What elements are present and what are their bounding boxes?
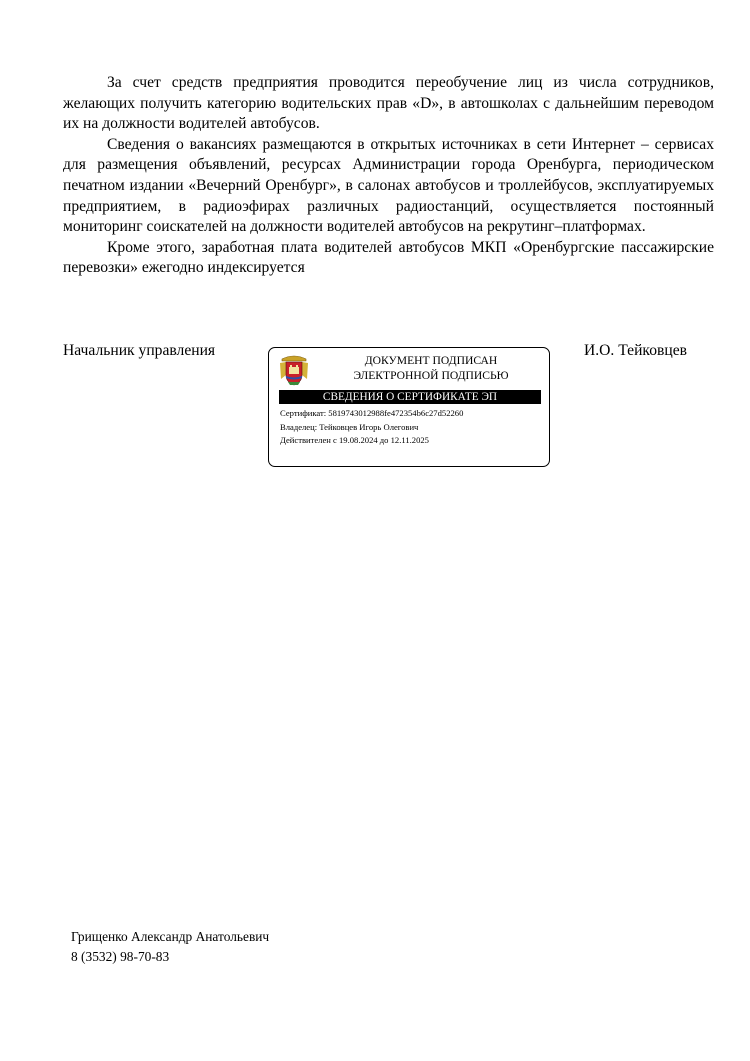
certificate-owner: Владелец: Тейковцев Игорь Олегович bbox=[280, 421, 419, 432]
certificate-serial: Сертификат: 5819743012988fe472354b6c27d52260 bbox=[280, 408, 464, 418]
certificate-info-bar: СВЕДЕНИЯ О СЕРТИФИКАТЕ ЭП bbox=[279, 390, 541, 404]
certificate-details bbox=[280, 407, 463, 448]
signatory-position: Начальник управления bbox=[63, 342, 216, 359]
paragraph-vacancies: Сведения о вакансиях размещаются в открытых источниках в сети Интернет – сервисах для размещения объявлений, ресурсах Администрации города Оренбурга, периодическом печатном издании «Вечерний Оренбург», в салонах автобусов и троллейбусов, эксплуатируемых предприятием, в радиоэфирах различных радиостанций, осуществляется постоянный мониторинг соискателей на должности водителей автобусов на рекрутинг–платформах. bbox=[63, 135, 714, 236]
letter-body bbox=[63, 73, 714, 279]
paragraph-retraining: За счет средств предприятия проводится переобучение лиц из числа сотрудников, желающих получить категорию водительских прав «D», в автошколах с дальнейшим переводом их на должности водителей автобусов. bbox=[63, 74, 714, 133]
executor-name: Грищенко Александр Анатольевич bbox=[71, 929, 270, 944]
certificate-validity: Действителен с 19.08.2024 до 12.11.2025 bbox=[280, 435, 429, 446]
electronic-signature-stamp bbox=[268, 347, 550, 467]
stamp-heading bbox=[321, 353, 541, 383]
paragraph-salary: Кроме этого, заработная плата водителей автобусов МКП «Оренбургские пассажирские перевозки» ежегодно индексируется bbox=[63, 238, 714, 277]
executor-contact bbox=[71, 927, 269, 966]
executor-phone: 8 (3532) 98-70-83 bbox=[71, 948, 170, 964]
stamp-heading-line2: ЭЛЕКТРОННОЙ ПОДПИСЬЮ bbox=[353, 369, 509, 382]
stamp-heading-line1: ДОКУМЕНТ ПОДПИСАН bbox=[364, 354, 498, 367]
orenburg-coat-of-arms-icon bbox=[278, 353, 310, 387]
signatory-name: И.О. Тейковцев bbox=[584, 342, 687, 359]
